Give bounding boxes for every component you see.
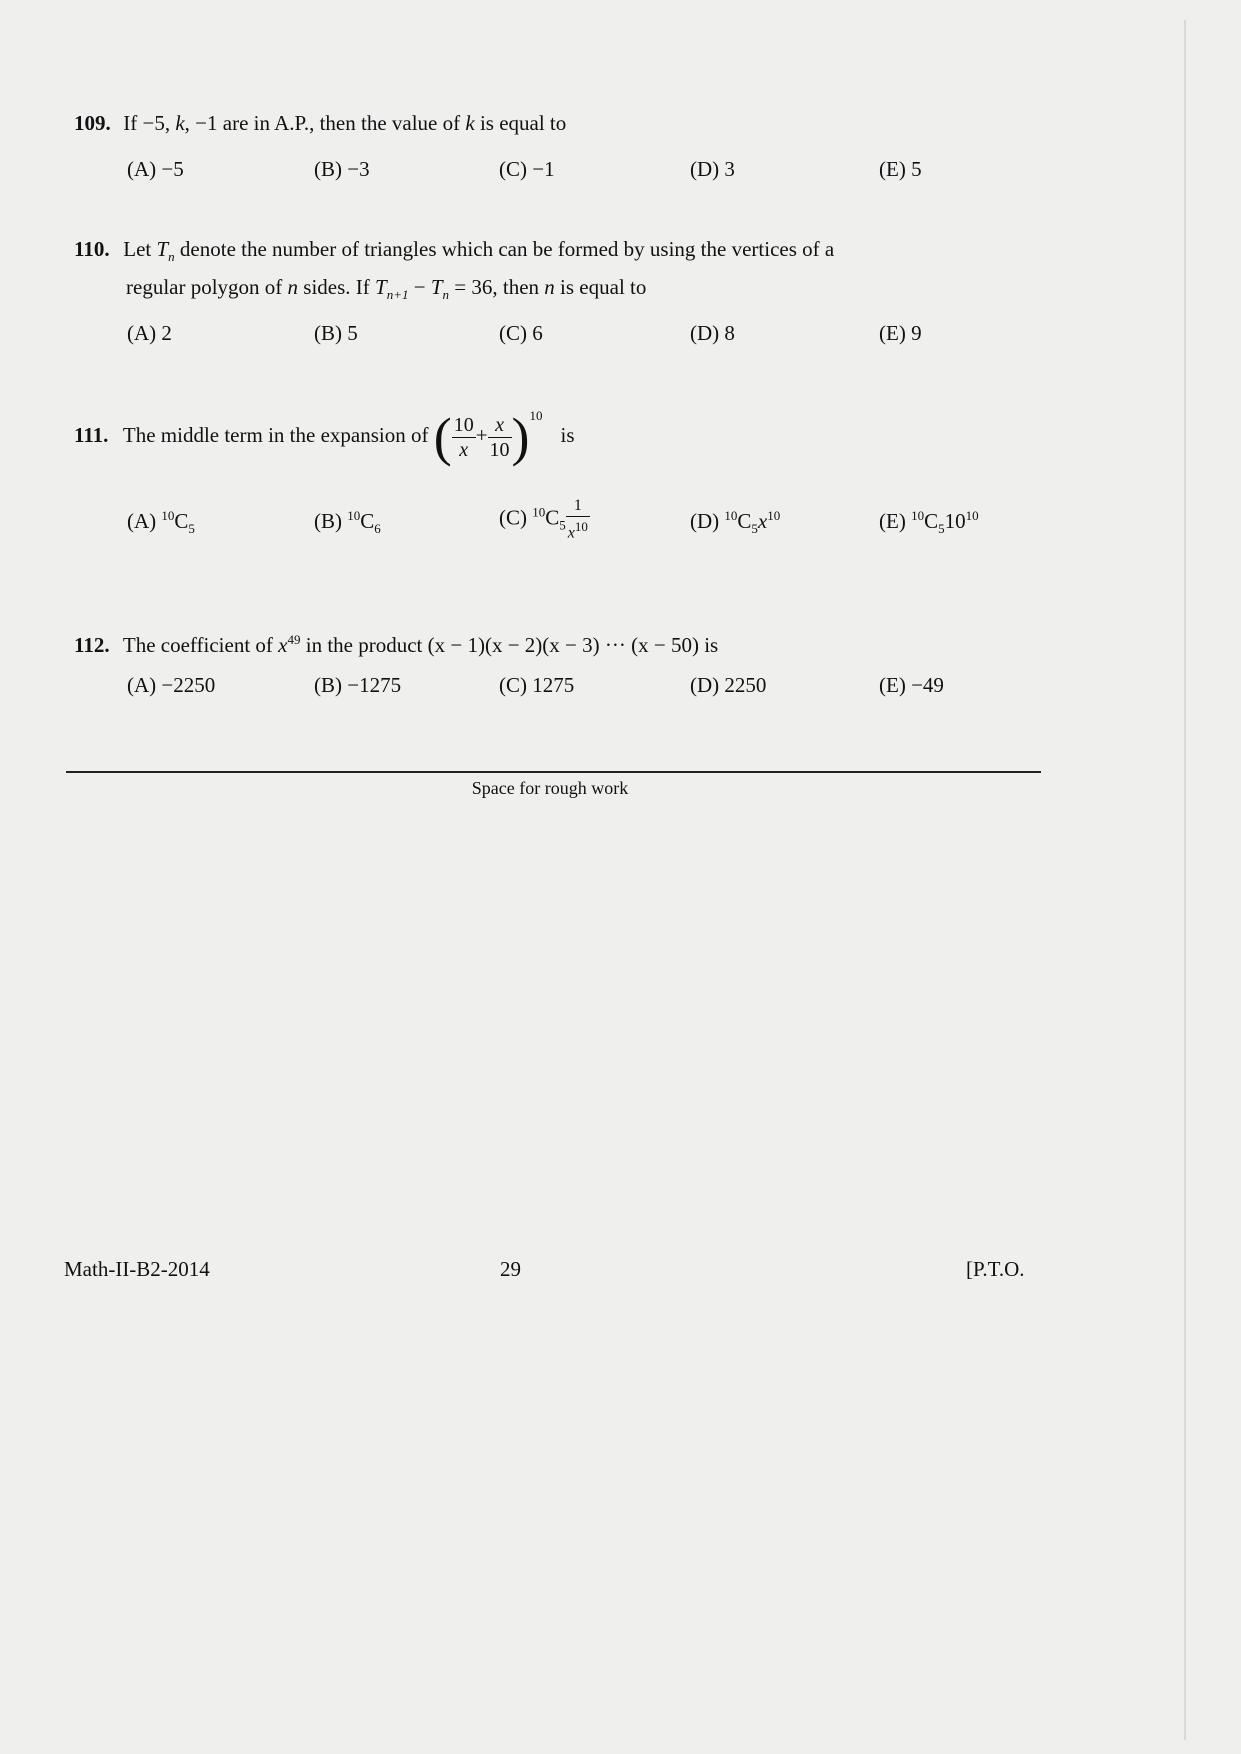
question-text (122, 407, 575, 468)
combination-symbol: C (174, 509, 189, 533)
superscript: 10 (347, 508, 361, 523)
option-label: (B) (314, 509, 342, 533)
subscript: 5 (751, 521, 758, 537)
question-number: 112. (74, 633, 110, 657)
variable-n: n (544, 275, 555, 300)
question-110 (74, 234, 1064, 310)
question-text (123, 111, 566, 135)
subscript: 5 (188, 521, 195, 537)
page-number: 29 (500, 1257, 521, 1281)
pto-label: [P.T.O. (966, 1257, 1025, 1281)
question-112 (74, 625, 1064, 660)
superscript: 10 (767, 508, 781, 523)
variable-T: T (156, 237, 169, 261)
rough-work-label: Space for rough work (471, 778, 629, 798)
denominator-power: 10 (574, 519, 588, 534)
numerator: x (495, 413, 504, 436)
question-text-line1 (123, 237, 835, 265)
subscript: 6 (374, 521, 381, 537)
variable-k: k (465, 111, 475, 135)
variable-k: k (175, 111, 185, 135)
text-segment: is (698, 633, 719, 657)
option-c[interactable]: (C) −1 (499, 157, 555, 181)
option-a[interactable]: (A) −5 (127, 157, 184, 181)
option-e[interactable]: (E) 9 (879, 321, 922, 345)
exponent: 10 (529, 408, 543, 423)
fraction-x-over-10 (488, 413, 512, 462)
fraction-10-over-x (452, 413, 476, 462)
variable-n: n (287, 275, 299, 300)
question-number: 109. (74, 111, 111, 135)
text-segment: sides. If (298, 275, 376, 300)
superscript: 10 (724, 508, 738, 523)
option-e[interactable]: (E) 5 (879, 157, 922, 181)
option-label: (D) (690, 509, 720, 533)
left-paren: ( (433, 407, 452, 468)
denominator: 10 (489, 438, 510, 461)
question-text (123, 633, 718, 657)
subscript: 5 (559, 517, 566, 533)
question-number: 111. (74, 423, 109, 447)
page-edge (1184, 20, 1186, 1740)
option-c[interactable]: (C) 1275 (499, 673, 575, 697)
exponent: 49 (287, 632, 301, 647)
option-a[interactable] (127, 508, 195, 537)
right-paren: ) (511, 407, 530, 468)
option-b[interactable]: (B) −3 (314, 157, 370, 181)
text-segment: regular polygon of (126, 275, 288, 300)
question-text-line2 (74, 272, 1064, 310)
text-segment: is equal to (474, 111, 567, 135)
option-c[interactable] (499, 496, 590, 543)
option-c[interactable]: (C) 6 (499, 321, 543, 345)
superscript: 10 (161, 508, 175, 523)
superscript: 10 (911, 508, 925, 523)
subscript: 5 (938, 521, 945, 537)
subscript-n: n (168, 249, 175, 265)
question-109 (74, 108, 1064, 138)
text-segment: If −5, (123, 111, 176, 135)
option-label: (C) (499, 505, 527, 530)
option-b[interactable]: (B) 5 (314, 321, 358, 345)
subscript-n-plus-1: n+1 (386, 287, 409, 303)
text-segment: The coefficient of (122, 633, 279, 657)
text-segment: The middle term in the expansion of (122, 423, 434, 447)
option-d[interactable]: (D) 3 (690, 157, 735, 181)
variable-T: T (375, 275, 387, 300)
text-segment: = 36, then (449, 275, 545, 300)
text-segment: Let (123, 237, 157, 261)
variable-x: x (757, 509, 768, 533)
text-segment: , −1 are in A.P., then the value of (184, 111, 466, 135)
variable-x: x (278, 633, 288, 657)
option-e[interactable] (879, 508, 979, 537)
minus-sign: − (408, 275, 431, 300)
combination-symbol: C (737, 509, 752, 533)
text-segment: is equal to (554, 275, 647, 300)
combination-symbol: C (924, 509, 939, 533)
option-a[interactable]: (A) 2 (127, 321, 172, 345)
option-b[interactable] (314, 508, 381, 537)
denominator-x: x (567, 524, 575, 542)
combination-symbol: C (360, 509, 375, 533)
option-a[interactable]: (A) −2250 (127, 673, 216, 697)
option-e[interactable]: (E) −49 (879, 673, 944, 697)
option-label: (A) (127, 509, 157, 533)
base: 10 (944, 509, 966, 533)
divider-line (66, 771, 1041, 773)
option-b[interactable]: (B) −1275 (314, 673, 402, 697)
plus-sign: + (475, 423, 488, 447)
variable-T: T (430, 275, 443, 300)
product-expression: (x − 1)(x − 2)(x − 3) ··· (x − 50) (427, 633, 699, 657)
text-segment: is (560, 423, 575, 447)
option-label: (E) (879, 509, 906, 533)
combination-symbol: C (545, 505, 560, 530)
option-d[interactable]: (D) 8 (690, 321, 735, 345)
option-d[interactable] (690, 508, 780, 537)
question-111 (74, 400, 1064, 468)
question-number: 110. (74, 237, 110, 261)
text-segment: in the product (300, 633, 428, 657)
superscript: 10 (965, 508, 979, 523)
fraction-1-over-x10 (566, 496, 590, 543)
superscript: 10 (532, 504, 546, 520)
numerator: 1 (566, 496, 590, 517)
footer-code: Math-II-B2-2014 (64, 1257, 210, 1281)
subscript-n: n (442, 287, 450, 303)
option-d[interactable]: (D) 2250 (690, 673, 767, 697)
text-segment: denote the number of triangles which can be formed by using the vertices of a (174, 237, 835, 261)
numerator: 10 (453, 413, 474, 436)
denominator: x (459, 438, 469, 461)
